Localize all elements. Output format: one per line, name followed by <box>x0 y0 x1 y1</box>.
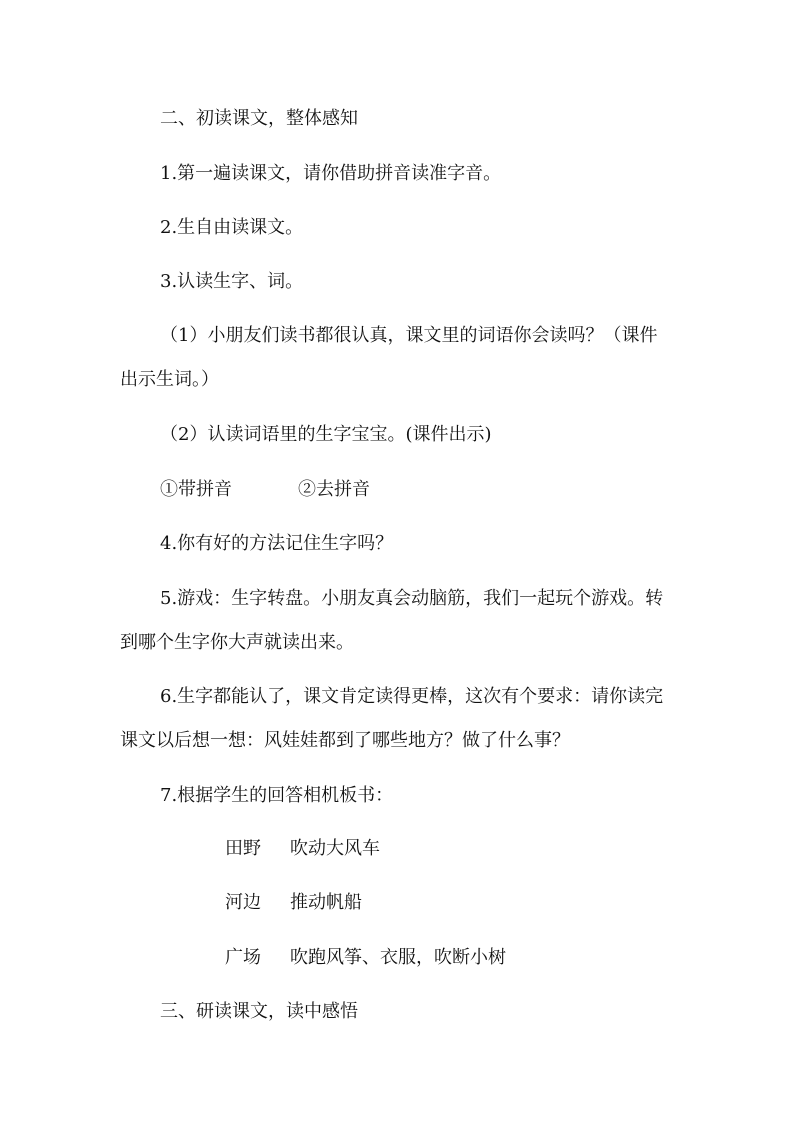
board-action: 吹动大风车 <box>290 838 380 859</box>
option-with-pinyin: ①带拼音 <box>160 479 232 500</box>
step-7-text: 7.根据学生的回答相机板书： <box>160 785 394 806</box>
board-place: 广场 <box>225 947 261 968</box>
step-3-sub1-line1: （1）小朋友们读书都很认真，课文里的词语你会读吗？（课件 <box>160 325 658 346</box>
board-action: 推动帆船 <box>290 892 362 913</box>
step-3-sub2-text: （2）认读词语里的生字宝宝。(课件出示) <box>160 424 492 445</box>
board-action: 吹跑风筝、衣服，吹断小树 <box>290 947 506 968</box>
step-5-line1: 5.游戏：生字转盘。小朋友真会动脑筋，我们一起玩个游戏。转 <box>160 588 664 609</box>
step-2-text: 2.生自由读课文。 <box>160 217 304 238</box>
step-6-line2: 课文以后想一想：风娃娃都到了哪些地方？做了什么事？ <box>120 730 570 751</box>
step-4-text: 4.你有好的方法记住生字吗？ <box>160 533 394 554</box>
step-3-text: 3.认读生字、词。 <box>160 271 304 292</box>
step-5-line2: 到哪个生字你大声就读出来。 <box>120 632 354 653</box>
section2-heading: 二、初读课文，整体感知 <box>160 108 358 129</box>
step-1-text: 1.第一遍读课文，请你借助拼音读准字音。 <box>160 163 502 184</box>
section3-heading: 三、研读课文，读中感悟 <box>160 1001 358 1022</box>
step-3-sub1-line2: 出示生词。） <box>120 369 219 390</box>
board-place: 河边 <box>225 892 261 913</box>
board-place: 田野 <box>225 838 261 859</box>
option-without-pinyin: ②去拼音 <box>298 479 370 500</box>
step-6-line1: 6.生字都能认了，课文肯定读得更棒，这次有个要求：请你读完 <box>160 686 664 707</box>
